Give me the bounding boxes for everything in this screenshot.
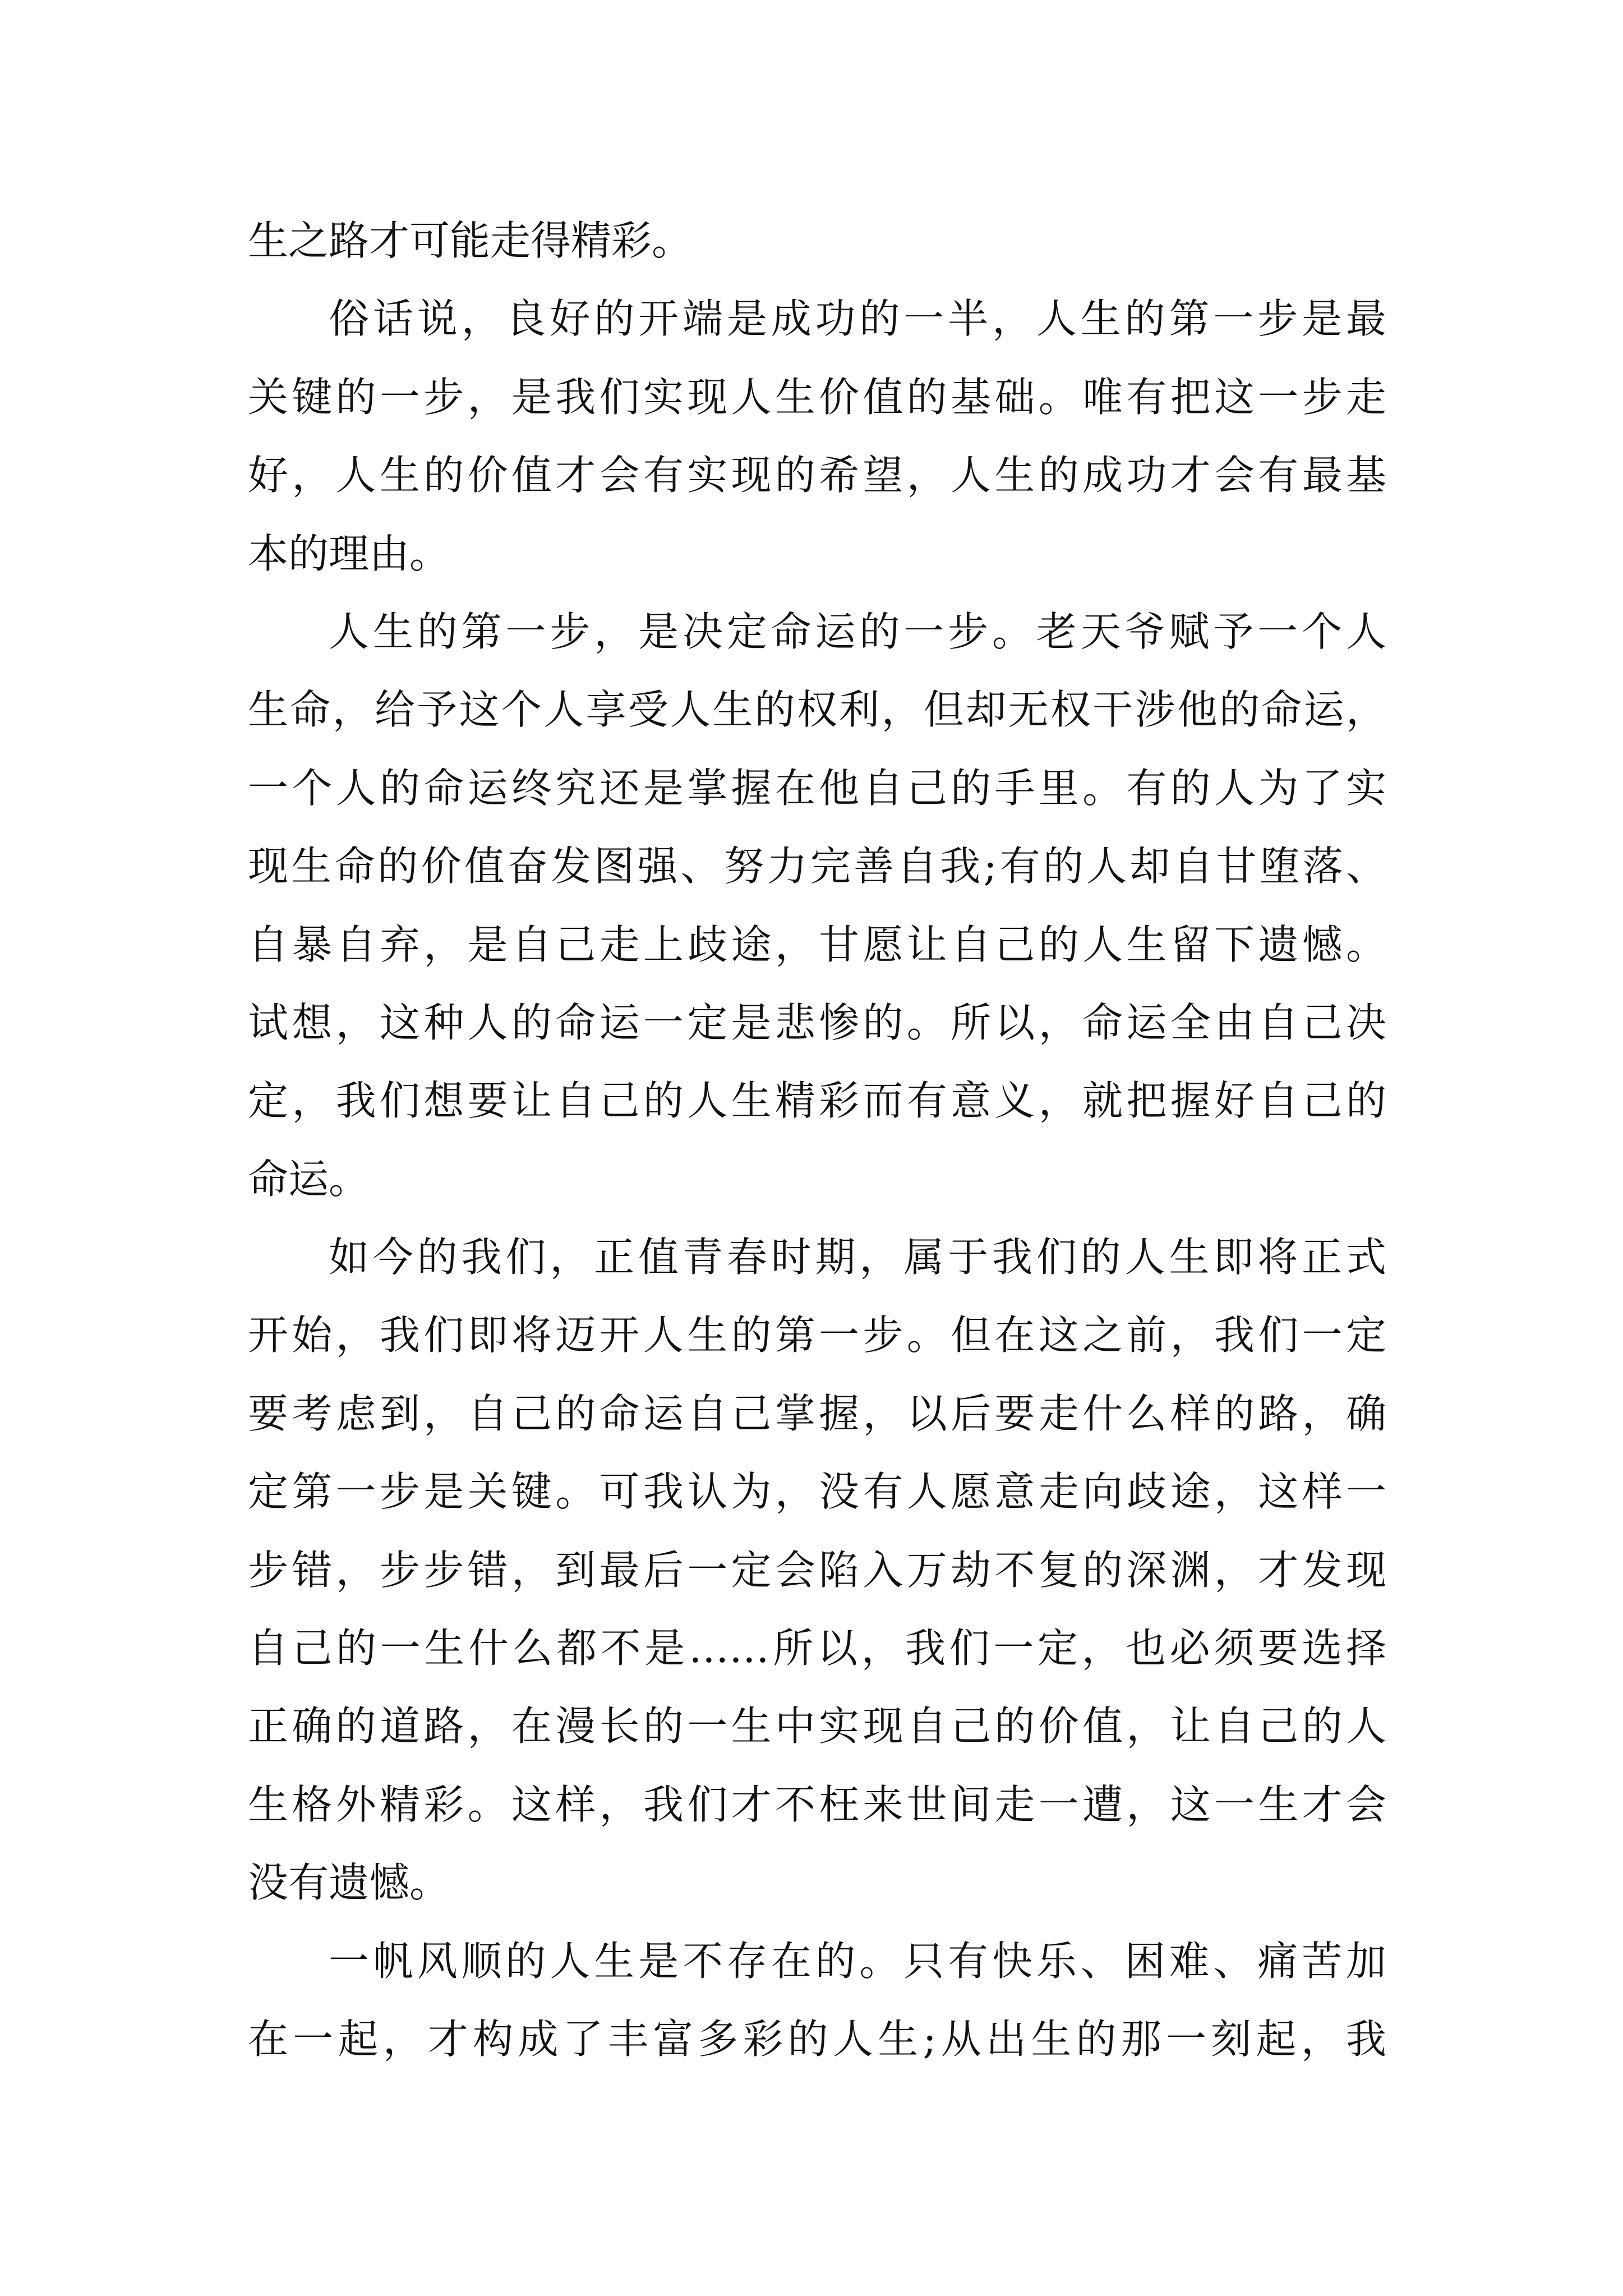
text-line: 现生命的价值奋发图强、努力完善自我;有的人却自甘堕落、 <box>248 843 1386 890</box>
text-line: 本的理由。 <box>248 530 450 577</box>
text-line: 俗话说，良好的开端是成功的一半，人生的第一步是最 <box>329 295 1386 343</box>
text-line: 一个人的命运终究还是掌握在他自己的手里。有的人为了实 <box>248 764 1386 812</box>
text-line: 要考虑到，自己的命运自己掌握，以后要走什么样的路，确 <box>248 1389 1386 1437</box>
document-body <box>248 202 1386 2078</box>
text-line: 好，人生的价值才会有实现的希望，人生的成功才会有最基 <box>248 452 1386 499</box>
text-line: 命运。 <box>248 1155 370 1203</box>
text-line: 一帆风顺的人生是不存在的。只有快乐、困难、痛苦加 <box>329 1937 1386 1985</box>
text-line: 开始，我们即将迈开人生的第一步。但在这之前，我们一定 <box>248 1312 1386 1359</box>
text-line: 在一起，才构成了丰富多彩的人生;从出生的那一刻起，我 <box>248 2015 1386 2063</box>
text-line: 生格外精彩。这样，我们才不枉来世间走一遭，这一生才会 <box>248 1780 1386 1828</box>
text-line: 生命，给予这个人享受人生的权利，但却无权干涉他的命运， <box>248 686 1386 734</box>
text-line: 自暴自弃，是自己走上歧途，甘愿让自己的人生留下遗憾。 <box>248 921 1386 968</box>
text-line: 自己的一生什么都不是……所以，我们一定，也必须要选择 <box>248 1625 1386 1672</box>
text-line: 试想，这种人的命运一定是悲惨的。所以，命运全由自己决 <box>248 999 1386 1046</box>
text-line: 如今的我们，正值青春时期，属于我们的人生即将正式 <box>329 1234 1386 1281</box>
text-line: 正确的道路，在漫长的一生中实现自己的价值，让自己的人 <box>248 1703 1386 1750</box>
text-line: 定，我们想要让自己的人生精彩而有意义，就把握好自己的 <box>248 1077 1386 1125</box>
paragraph <box>248 1218 1386 1922</box>
paragraph <box>248 280 1386 593</box>
text-line: 生之路才可能走得精彩。 <box>248 217 693 264</box>
paragraph <box>248 1922 1386 2079</box>
text-line: 步错，步步错，到最后一定会陷入万劫不复的深渊，才发现 <box>248 1546 1386 1594</box>
text-line: 没有遗憾。 <box>248 1859 450 1907</box>
text-line: 关键的一步，是我们实现人生价值的基础。唯有把这一步走 <box>248 373 1386 421</box>
text-line: 定第一步是关键。可我认为，没有人愿意走向歧途，这样一 <box>248 1468 1386 1516</box>
text-line: 人生的第一步，是决定命运的一步。老天爷赋予一个人 <box>329 608 1386 655</box>
paragraph <box>248 202 1386 280</box>
paragraph <box>248 593 1386 1218</box>
